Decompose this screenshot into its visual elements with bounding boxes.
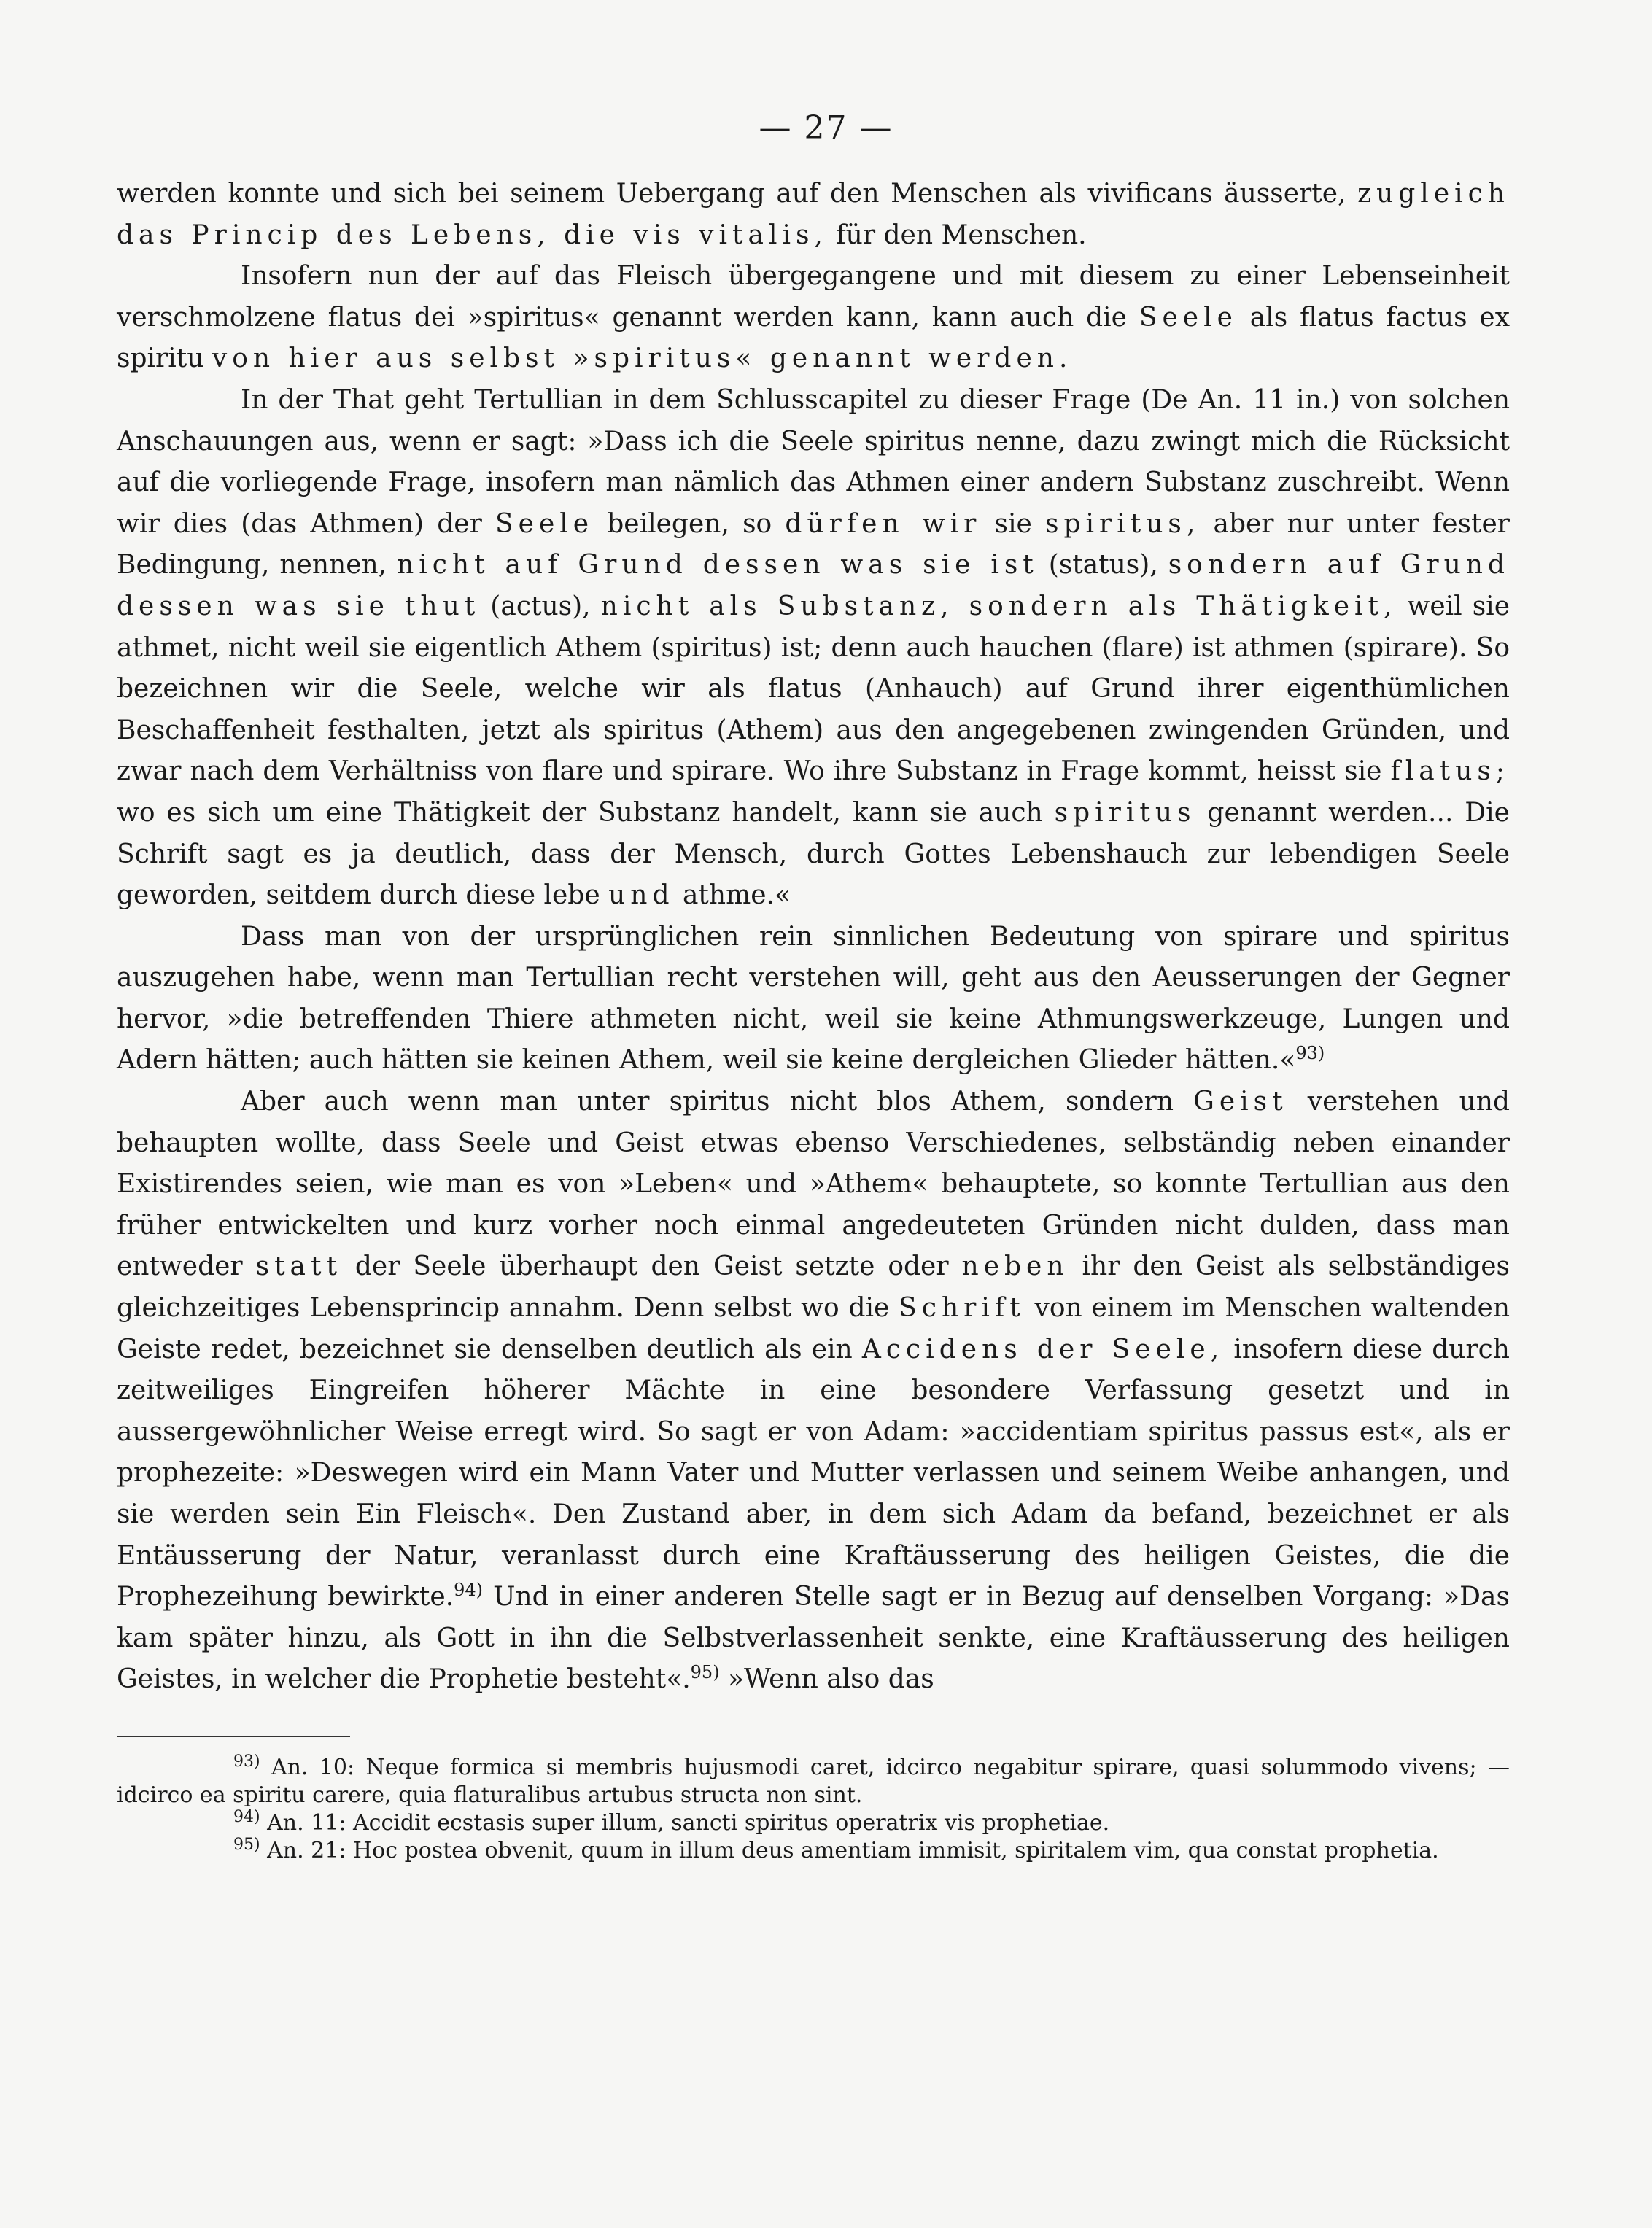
- spaced-emphasis: Schrift: [899, 1293, 1025, 1324]
- text-run: insofern diese durch zeitweiliges Eingreifen höherer Mächte in eine besondere Verfassung gesetzt und in aussergewöhnlicher Weise erregt wird. So sagt er von Adam: »accidentiam spiritus passus est«, als er prophezeite: »Deswegen wird ein Mann Vater und Mutter verlassen und seinem Weibe anhangen, und sie werden sein Ein Fleisch«. Den Zustand aber, in dem sich Adam da befand, bezeichnet er als Entäusserung der Natur, veranlasst durch eine Kraftäusserung des heiligen Geistes, die die Prophezeihung bewirkte.: [117, 1334, 1510, 1612]
- main-text: [117, 174, 1510, 1701]
- text-run: ihr den Geist als selbständiges gleichzeitiges Lebensprincip annahm. Denn selbst wo die: [117, 1251, 1510, 1324]
- text-run: verstehen und behaupten wollte, dass Seele und Geist etwas ebenso Verschiedenes, selbständig neben einander Existirendes seien, wie man es von »Leben« und »Athem« behauptete, so konnte Tertullian aus den früher entwickelten und kurz vorher noch einmal angedeuteten Gründen nicht dulden, dass man entweder: [117, 1087, 1510, 1282]
- footnote-text: An. 10: Neque formica si membris hujusmodi caret, idcirco negabitur spirare, quasi solummodo vivens; — idcirco ea spiritu carere, quia flaturalibus artubus structa non sint.: [117, 1755, 1510, 1808]
- spaced-emphasis: sondern auf Grund dessen was sie thut: [117, 550, 1510, 621]
- spaced-emphasis: nicht auf Grund dessen was sie ist: [397, 550, 1039, 581]
- text-run: Insofern nun der auf das Fleisch übergegangene und mit diesem zu einer Lebenseinheit verschmolzene flatus dei »spiritus« genannt werden kann, kann auch die: [117, 261, 1510, 333]
- footnote: [117, 1837, 1510, 1865]
- text-run: der Seele überhaupt den Geist setzte oder: [341, 1251, 962, 1282]
- paragraph: [117, 1082, 1510, 1701]
- footnote-number: 94): [233, 1808, 260, 1826]
- spaced-emphasis: Accidens der Seele,: [861, 1334, 1225, 1365]
- text-run: Aber auch wenn man unter spiritus nicht blos Athem, sondern: [241, 1087, 1194, 1117]
- paragraph: [117, 174, 1510, 256]
- footnote-text: An. 11: Accidit ecstasis super illum, sancti spiritus operatrix vis prophetiae.: [267, 1810, 1110, 1836]
- text-run: weil sie athmet, nicht weil sie eigentlich Athem (spiritus) ist; denn auch hauchen (flare) ist athmen (spirare). So bezeichnen wir die Seele, welche wir als flatus (Anhauch) auf Grund ihrer eigenthümlichen Beschaffenheit festhalten, jetzt als spiritus (Athem) aus den angegebenen zwingenden Gründen, und zwar nach dem Verhältniss von flare und spirare. Wo ihre Substanz in Frage kommt, heisst sie: [117, 591, 1510, 787]
- text-run: sie: [981, 508, 1045, 539]
- spaced-emphasis: neben: [961, 1251, 1069, 1282]
- paragraph: [117, 380, 1510, 917]
- text-run: von einem im Menschen waltenden Geiste redet, bezeichnet sie denselben deutlich als ein: [117, 1293, 1510, 1365]
- spaced-emphasis: flatus;: [1390, 756, 1510, 787]
- text-run: Dass man von der ursprünglichen rein sinnlichen Bedeutung von spirare und spiritus auszugehen habe, wenn man Tertullian recht verstehen will, geht aus den Aeusserungen der Gegner hervor, »die betreffenden Thiere athmeten nicht, weil sie keine Athmungswerkzeuge, Lungen und Adern hätten; auch hätten sie keinen Athem, weil sie keine dergleichen Glieder hätten.«: [117, 921, 1510, 1076]
- footnote-reference: 93): [1295, 1043, 1325, 1064]
- footnote: [117, 1754, 1510, 1809]
- spaced-emphasis: nicht als Substanz, sondern als Thätigkeit,: [600, 591, 1397, 621]
- text-run: als flatus factus ex spiritu: [117, 302, 1511, 374]
- spaced-emphasis: Seele: [1139, 302, 1238, 333]
- text-run: beilegen, so: [594, 508, 786, 539]
- text-run: (actus),: [480, 591, 601, 621]
- text-run: aber nur unter fester Bedingung, nennen,: [117, 508, 1511, 581]
- text-run: Und in einer anderen Stelle sagt er in Bezug auf denselben Vorgang: »Das kam später hinzu, als Gott in ihn die Selbstverlassenheit senkte, eine Kraftäusserung des heiligen Geistes, in welcher die Prophetie besteht«.: [117, 1582, 1510, 1695]
- spaced-emphasis: zugleich das Princip des Lebens, die vis vitalis,: [117, 179, 1510, 250]
- page-number: — 27 —: [759, 109, 893, 147]
- footnote: [117, 1809, 1510, 1837]
- footnotes: [117, 1754, 1510, 1865]
- footnote-reference: 95): [690, 1662, 720, 1683]
- spaced-emphasis: spiritus: [1054, 797, 1196, 828]
- text-run: (status),: [1038, 550, 1168, 581]
- footnote-divider: [117, 1736, 350, 1737]
- spaced-emphasis: spiritus,: [1044, 508, 1201, 539]
- footnote-number: 95): [233, 1836, 260, 1854]
- paragraph: [117, 256, 1510, 380]
- text-run: »Wenn also das: [719, 1664, 934, 1695]
- text-run: genannt werden... Die Schrift sagt es ja deutlich, dass der Mensch, durch Gottes Lebenshauch zur lebendigen Seele geworden, seitdem durch diese lebe: [117, 797, 1510, 911]
- spaced-emphasis: und: [608, 880, 675, 911]
- footnote-number: 93): [233, 1752, 260, 1771]
- footnote-reference: 94): [454, 1580, 483, 1601]
- text-run: In der That geht Tertullian in dem Schlusscapitel zu dieser Frage (De An. 11 in.) von solchen Anschauungen aus, wenn er sagt: »Dass ich die Seele spiritus nenne, dazu zwingt mich die Rücksicht auf die vorliegende Frage, insofern man nämlich das Athmen einer andern Substanz zuschreibt. Wenn wir dies (das Athmen) der: [117, 384, 1510, 539]
- spaced-emphasis: statt: [255, 1251, 342, 1282]
- spaced-emphasis: dürfen wir: [785, 508, 982, 539]
- paragraph: [117, 917, 1510, 1082]
- text-run: wo es sich um eine Thätigkeit der Substanz handelt, kann sie auch: [117, 797, 1055, 828]
- spaced-emphasis: Seele: [495, 508, 594, 539]
- spaced-emphasis: von hier aus selbst »spiritus« genannt werden.: [212, 343, 1073, 374]
- spaced-emphasis: Geist: [1193, 1087, 1288, 1117]
- text-run: werden konnte und sich bei seinem Uebergang auf den Menschen als vivificans äusserte,: [117, 179, 1358, 209]
- footnote-text: An. 21: Hoc postea obvenit, quum in illum deus amentiam immisit, spiritalem vim, qua constat prophetia.: [267, 1838, 1439, 1863]
- text-run: für den Menschen.: [827, 220, 1087, 250]
- text-run: athme.«: [674, 880, 791, 911]
